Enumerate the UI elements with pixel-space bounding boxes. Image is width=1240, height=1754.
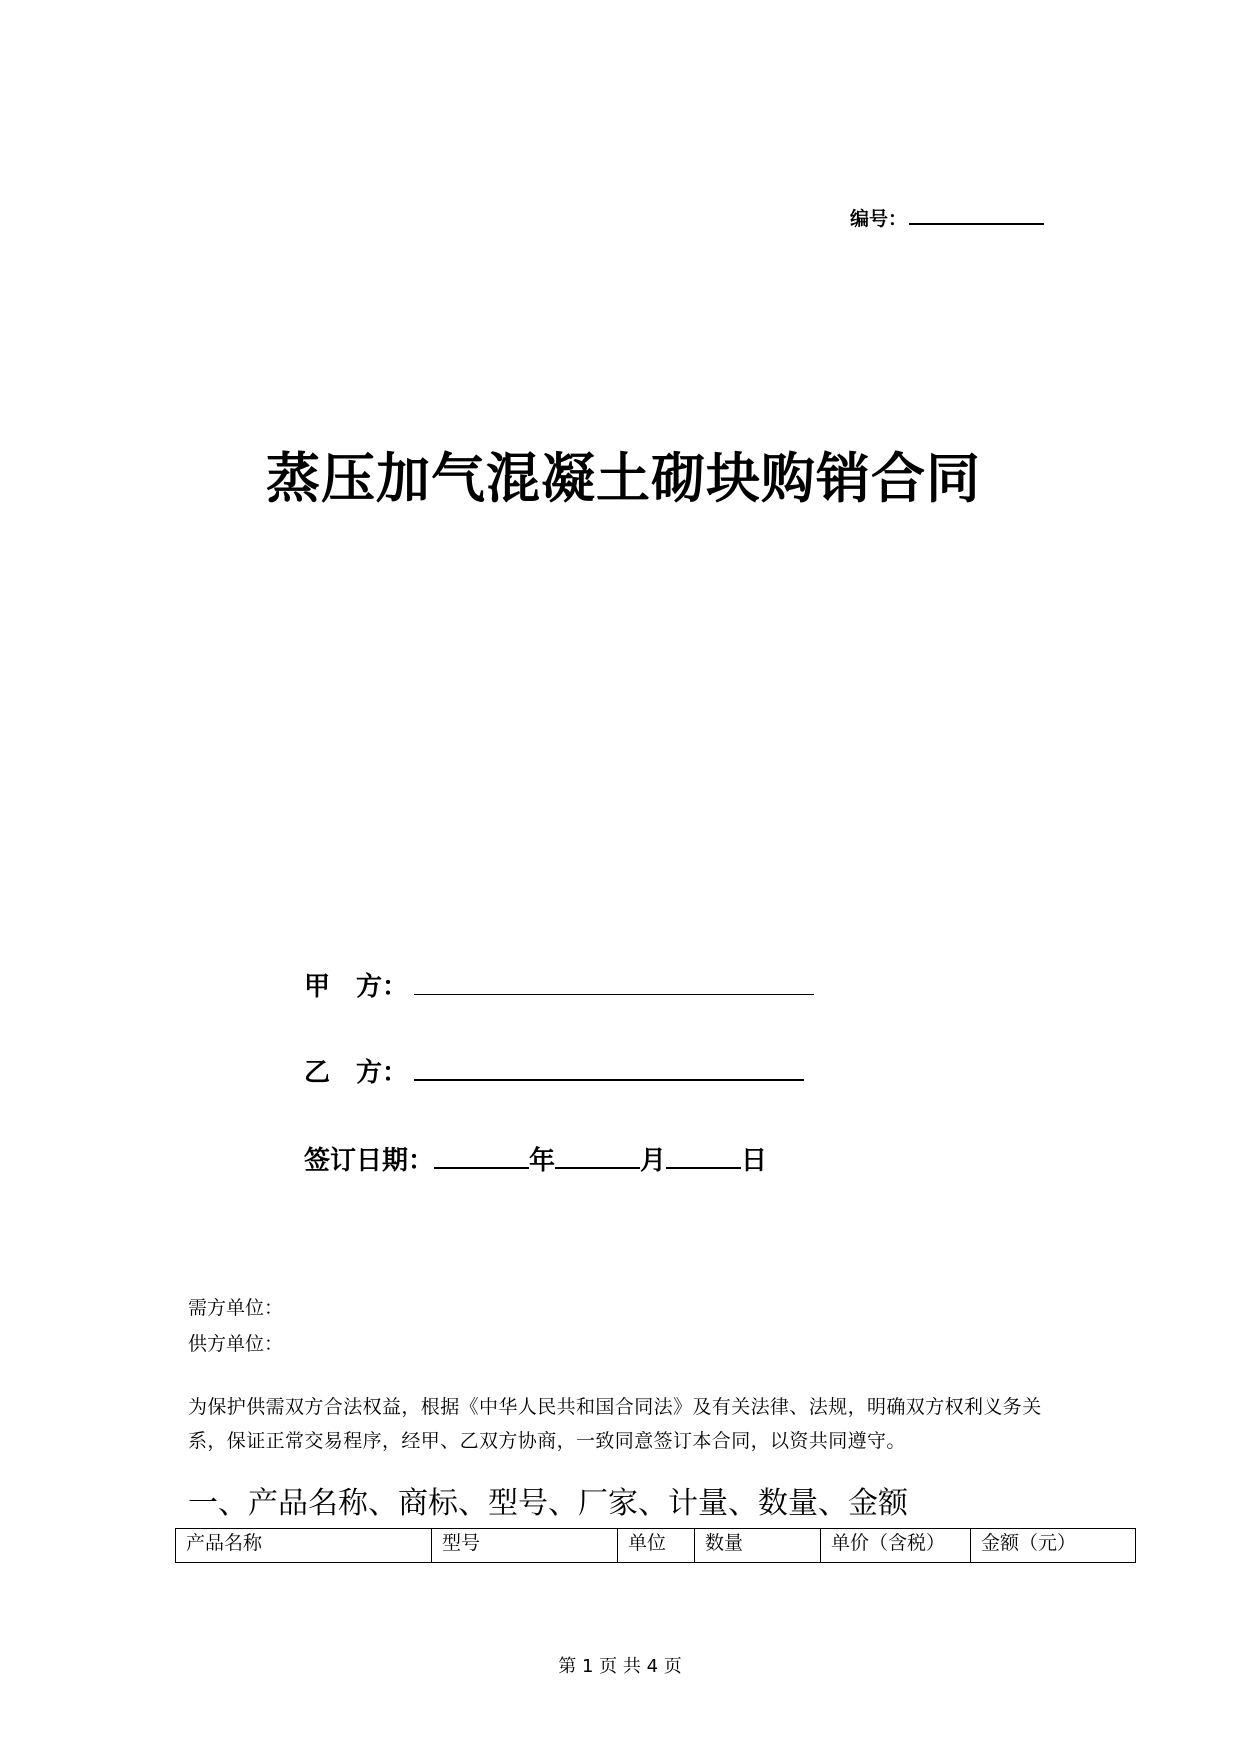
col-header-quantity: 数量 <box>695 1529 821 1563</box>
col-header-amount: 金额（元） <box>971 1529 1136 1563</box>
page-indicator: 第 1 页 共 4 页 <box>558 1656 682 1677</box>
serial-blank-field[interactable] <box>909 205 1044 225</box>
col-header-product-name: 产品名称 <box>176 1529 432 1563</box>
document-title: 蒸压加气混凝土砌块购销合同 <box>266 446 981 510</box>
day-label: 日 <box>741 1146 768 1176</box>
buyer-unit-label: 需方单位： <box>188 1297 284 1319</box>
col-header-unit-price: 单价（含税） <box>821 1529 971 1563</box>
month-label: 月 <box>640 1146 667 1176</box>
party-b-label: 乙 方： <box>304 1058 409 1088</box>
year-blank-field[interactable] <box>434 1145 529 1169</box>
sign-date-label: 签订日期： <box>304 1146 435 1176</box>
party-b-blank-field[interactable] <box>414 1057 804 1081</box>
sign-date-row <box>304 1140 767 1177</box>
party-b-row <box>304 1052 804 1089</box>
party-a-label: 甲 方： <box>304 972 409 1002</box>
party-a-blank-field[interactable] <box>414 972 814 995</box>
col-header-model: 型号 <box>432 1529 618 1563</box>
col-header-unit: 单位 <box>618 1529 695 1563</box>
product-table <box>175 1528 1136 1563</box>
day-blank-field[interactable] <box>666 1145 741 1169</box>
section-1-heading: 一、产品名称、商标、型号、厂家、计量、数量、金额 <box>188 1486 908 1521</box>
month-blank-field[interactable] <box>555 1145 640 1169</box>
table-header-row <box>176 1529 1136 1563</box>
serial-label: 编号： <box>850 208 908 230</box>
serial-number <box>850 204 1044 231</box>
preamble-paragraph: 为保护供需双方合法权益，根据《中华人民共和国合同法》及有关法律、法规，明确双方权利义务关系，保证正常交易程序，经甲、乙双方协商，一致同意签订本合同，以资共同遵守。 <box>188 1396 1042 1452</box>
year-label: 年 <box>529 1146 556 1176</box>
party-a-row <box>304 966 814 1003</box>
seller-unit-label: 供方单位： <box>188 1333 284 1355</box>
